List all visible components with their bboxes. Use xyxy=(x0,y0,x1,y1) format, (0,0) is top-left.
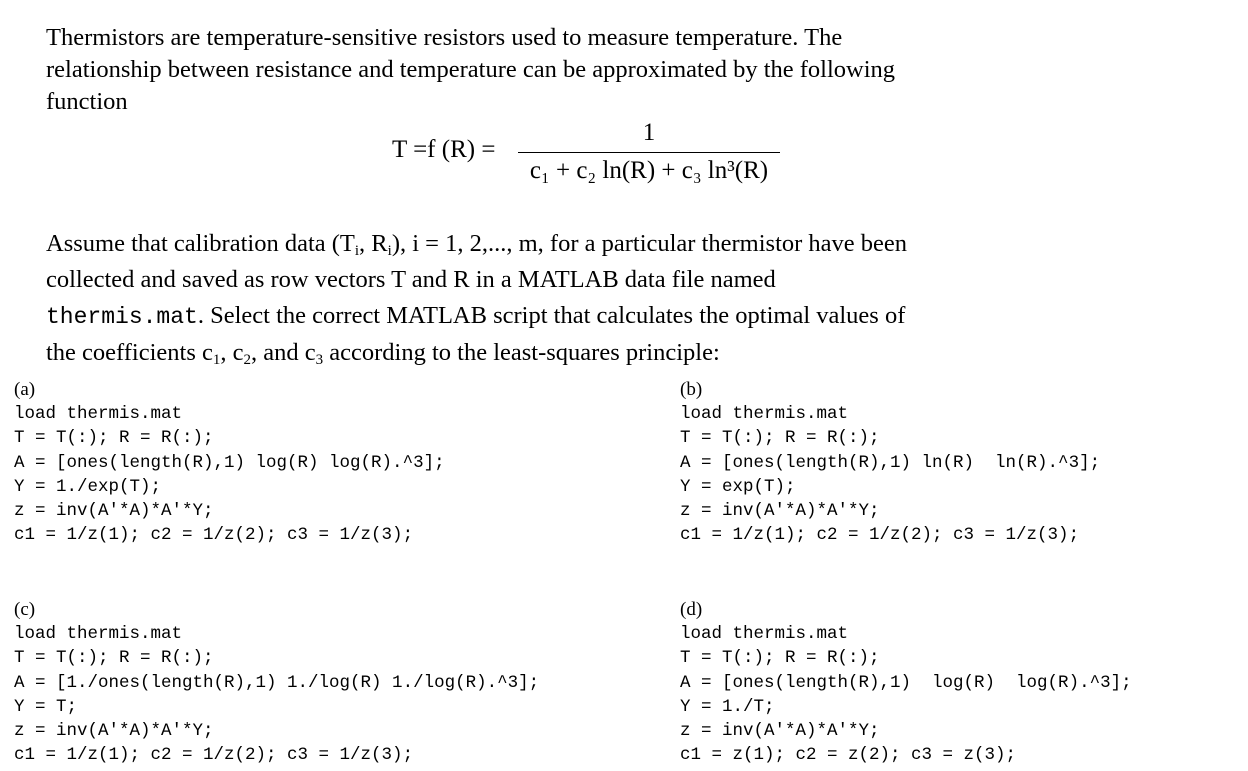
code-line: Y = 1./T; xyxy=(680,696,775,717)
code-line: c1 = z(1); c2 = z(2); c3 = z(3); xyxy=(680,745,1017,766)
option-b-label: (b) xyxy=(680,379,703,400)
code-line: T = T(:); R = R(:); xyxy=(680,648,880,669)
subscript: i xyxy=(354,243,360,259)
coef-c3: c xyxy=(304,339,316,366)
statement-line-1 xyxy=(46,226,1086,262)
text-span: Assume that calibration data xyxy=(46,230,332,257)
statement-line-3 xyxy=(46,298,1086,335)
code-line: c1 = 1/z(1); c2 = 1/z(2); c3 = 1/z(3); xyxy=(14,525,414,546)
code-line: c1 = 1/z(1); c2 = 1/z(2); c3 = 1/z(3); xyxy=(14,745,414,766)
text-span: for a particular thermistor have been xyxy=(543,230,908,257)
problem-intro xyxy=(46,22,1046,118)
text-span: , and xyxy=(251,339,305,366)
code-line: Y = exp(T); xyxy=(680,476,796,497)
subscript: 1 xyxy=(212,352,221,368)
intro-line-2: relationship between resistance and temperature can be approximated by the following xyxy=(46,56,896,83)
code-line: Y = T; xyxy=(14,696,78,717)
code-line: load thermis.mat xyxy=(680,404,849,424)
intro-line-3: function xyxy=(46,88,128,115)
option-d[interactable] xyxy=(680,600,1132,768)
code-line: load thermis.mat xyxy=(680,624,849,644)
code-line: Y = 1./exp(T); xyxy=(14,476,162,497)
option-a[interactable] xyxy=(14,380,445,548)
math-span: (T xyxy=(331,230,355,257)
problem-statement xyxy=(46,226,1086,371)
option-b[interactable] xyxy=(680,380,1100,548)
code-line: load thermis.mat xyxy=(14,624,183,644)
coef-c2: c xyxy=(232,339,244,366)
option-c-code xyxy=(14,622,539,768)
option-d-label: (d) xyxy=(680,599,703,620)
code-line: z = inv(A'*A)*A'*Y; xyxy=(680,501,880,522)
subscript: 2 xyxy=(243,352,252,368)
option-c[interactable] xyxy=(14,600,539,768)
code-line: A = [ones(length(R),1) ln(R) ln(R).^3]; xyxy=(680,452,1101,473)
option-a-label: (a) xyxy=(14,379,36,400)
code-line: z = inv(A'*A)*A'*Y; xyxy=(14,501,214,522)
option-b-code xyxy=(680,402,1100,548)
code-line: T = T(:); R = R(:); xyxy=(14,428,214,449)
formula-denominator: c₁ + c₂ ln(R) + c₃ ln³(R) xyxy=(529,157,769,184)
formula-lhs: T =f (R) = xyxy=(392,136,496,163)
text-span: according to the least-squares principle: xyxy=(323,339,720,366)
code-line: T = T(:); R = R(:); xyxy=(14,648,214,669)
subscript: 3 xyxy=(315,352,324,368)
formula-numerator: 1 xyxy=(642,119,656,146)
option-a-code xyxy=(14,402,445,548)
formula-fraction xyxy=(518,118,780,189)
code-line: A = [ones(length(R),1) log(R) log(R).^3]; xyxy=(680,672,1132,693)
option-d-code xyxy=(680,622,1132,768)
coef-c1: c xyxy=(202,339,213,366)
code-line: load thermis.mat xyxy=(14,404,183,424)
math-span: ), i = 1, 2,..., m, xyxy=(391,230,544,257)
code-line: A = [1./ones(length(R),1) 1./log(R) 1./log(R).^3]; xyxy=(14,672,540,693)
code-line: z = inv(A'*A)*A'*Y; xyxy=(14,721,214,742)
math-span: , R xyxy=(359,230,388,257)
subscript: i xyxy=(387,243,392,259)
code-line: T = T(:); R = R(:); xyxy=(680,428,880,449)
text-span: . Select the correct MATLAB script that calculates the optimal values of xyxy=(197,302,906,329)
code-line: A = [ones(length(R),1) log(R) log(R).^3]; xyxy=(14,452,445,473)
text-span: the coefficients xyxy=(46,339,203,366)
intro-line-1: Thermistors are temperature-sensitive resistors used to measure temperature. The xyxy=(46,24,843,51)
text-span: , xyxy=(220,339,233,366)
code-line: c1 = 1/z(1); c2 = 1/z(2); c3 = 1/z(3); xyxy=(680,525,1080,546)
statement-line-2: collected and saved as row vectors T and R in a MATLAB data file named xyxy=(46,266,776,293)
option-c-label: (c) xyxy=(14,599,36,620)
statement-line-4 xyxy=(46,335,1086,371)
filename: thermis.mat xyxy=(46,304,198,330)
code-line: z = inv(A'*A)*A'*Y; xyxy=(680,721,880,742)
